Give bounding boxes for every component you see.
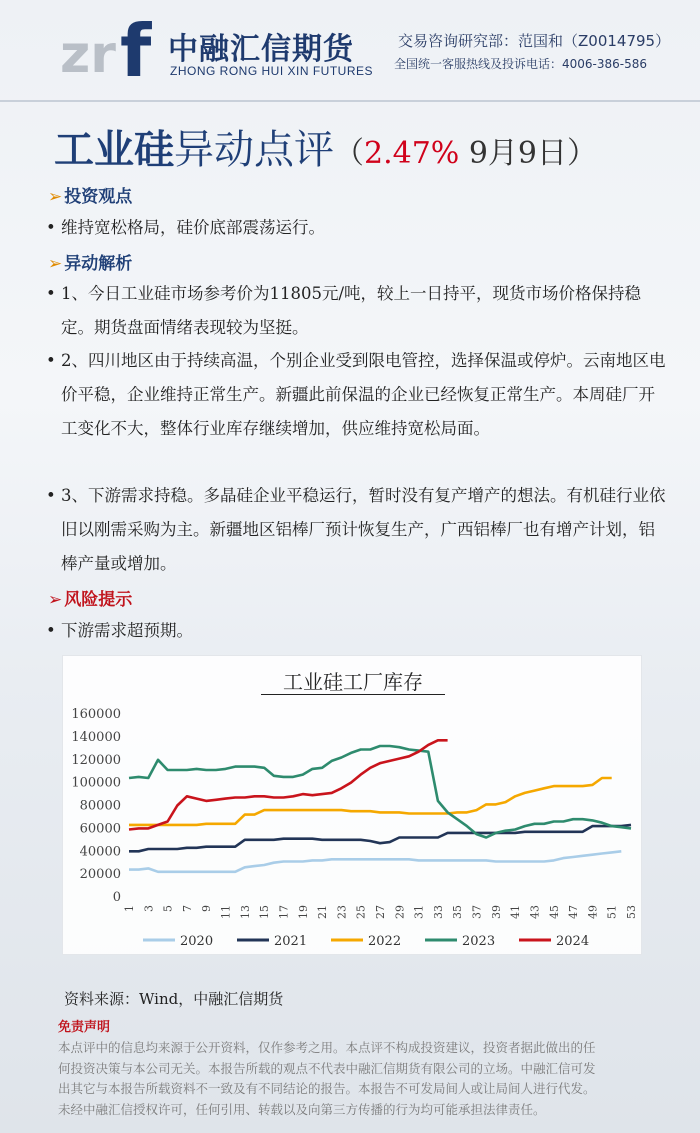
y-tick-label: 40000 bbox=[79, 844, 121, 860]
y-tick-label: 0 bbox=[112, 890, 121, 905]
disclaimer-line: 何投资决策与本公司无关。本报告所载的观点不代表中融汇信期货有限公司的立场。中融汇信可发 bbox=[58, 1060, 596, 1076]
y-tick-label: 100000 bbox=[71, 775, 121, 791]
series-line-2024 bbox=[129, 740, 448, 829]
arrow-icon: ➢ bbox=[48, 590, 63, 610]
analysis-item-1 bbox=[46, 277, 666, 345]
disclaimer-line: 本点评中的信息均来源于公开资料，仅作参考之用。本点评不构成投资建议，投资者据此做出的任 bbox=[58, 1040, 596, 1055]
x-tick-label: 9 bbox=[200, 905, 214, 912]
section-view-label: 投资观点 bbox=[64, 187, 133, 207]
header-divider bbox=[0, 100, 700, 102]
logo-f-text: f bbox=[120, 10, 152, 80]
x-tick-label: 41 bbox=[509, 905, 523, 919]
x-tick-label: 27 bbox=[374, 905, 387, 919]
brand-name-cn: 中融汇信期货 bbox=[168, 32, 354, 67]
x-tick-label: 51 bbox=[605, 905, 619, 919]
risk-bullet bbox=[46, 614, 666, 648]
risk-text: 下游需求超预期。 bbox=[61, 621, 193, 640]
x-tick-label: 25 bbox=[354, 905, 368, 919]
header bbox=[0, 0, 700, 100]
page-title bbox=[54, 118, 597, 175]
x-tick-label: 31 bbox=[412, 905, 426, 919]
y-tick-label: 20000 bbox=[79, 867, 121, 883]
x-tick-label: 7 bbox=[180, 905, 194, 912]
x-tick-label: 17 bbox=[277, 905, 291, 919]
section-risk-title bbox=[48, 585, 132, 610]
title-paren-close: ） bbox=[567, 136, 598, 171]
x-tick-label: 53 bbox=[625, 905, 638, 919]
x-tick-label: 37 bbox=[470, 905, 484, 919]
x-tick-label: 47 bbox=[567, 905, 581, 919]
x-tick-label: 43 bbox=[528, 905, 542, 919]
series-line-2022 bbox=[129, 778, 612, 825]
title-main-rest: 异动点评 bbox=[174, 127, 334, 173]
x-tick-label: 29 bbox=[393, 905, 407, 919]
analysis-item-3 bbox=[46, 479, 666, 581]
analysis-text-1: 1、今日工业硅市场参考价为11805元/吨，较上一日持平，现货市场价格保持稳定。期货盘面情绪表现较为坚挺。 bbox=[61, 284, 642, 337]
contact-analyst: 交易咨询研究部：范国和（Z0014795） bbox=[398, 32, 671, 50]
x-tick-label: 1 bbox=[123, 905, 136, 912]
view-text: 维持宽松格局，硅价底部震荡运行。 bbox=[61, 218, 325, 237]
company-logo bbox=[58, 10, 158, 80]
disclaimer-text bbox=[58, 1038, 648, 1120]
title-paren-open: （ bbox=[334, 136, 364, 171]
disclaimer-line: 出其它与本报告所载资料不一致及有不同结论的报告。本报告不可发局间人或让局间人进行代发。 bbox=[58, 1081, 596, 1096]
x-tick-label: 33 bbox=[431, 905, 445, 919]
x-tick-label: 23 bbox=[335, 905, 349, 919]
x-tick-label: 45 bbox=[547, 905, 561, 919]
bullet-icon: • bbox=[46, 486, 56, 505]
y-tick-label: 160000 bbox=[71, 707, 121, 722]
legend-label-2023: 2023 bbox=[462, 934, 496, 949]
x-tick-label: 3 bbox=[142, 905, 156, 912]
inventory-line-chart bbox=[63, 656, 643, 956]
x-tick-label: 11 bbox=[219, 905, 233, 919]
section-risk-label: 风险提示 bbox=[64, 590, 133, 610]
y-tick-label: 120000 bbox=[71, 752, 121, 768]
x-tick-label: 49 bbox=[586, 905, 600, 919]
x-tick-label: 21 bbox=[316, 905, 330, 919]
x-tick-label: 35 bbox=[451, 905, 465, 919]
chart-title: 工业硅工厂库存 bbox=[283, 670, 423, 694]
brand-name-en: ZHONG RONG HUI XIN FUTURES bbox=[170, 64, 374, 78]
disclaimer-title: 免责声明 bbox=[58, 1020, 111, 1035]
arrow-icon: ➢ bbox=[48, 187, 63, 207]
title-change-pct: 2.47% bbox=[364, 136, 460, 171]
arrow-icon: ➢ bbox=[48, 254, 63, 274]
series-line-2021 bbox=[129, 825, 631, 851]
x-tick-label: 13 bbox=[238, 905, 252, 919]
legend-label-2020: 2020 bbox=[180, 934, 214, 949]
section-analysis-title bbox=[48, 249, 132, 274]
analysis-text-3: 3、下游需求持稳。多晶硅企业平稳运行，暂时没有复产增产的想法。有机硅行业依旧以刚需采购为主。新疆地区铝棒厂预计恢复生产，广西铝棒厂也有增产计划，铝棒产量或增加。 bbox=[61, 486, 666, 573]
x-tick-label: 19 bbox=[296, 905, 310, 919]
x-tick-label: 39 bbox=[489, 905, 503, 919]
y-tick-label: 80000 bbox=[79, 798, 121, 814]
title-date: 9月9日 bbox=[459, 136, 568, 171]
x-tick-label: 5 bbox=[161, 905, 175, 912]
series-line-2020 bbox=[129, 851, 621, 872]
title-main-bold: 工业硅 bbox=[54, 126, 174, 173]
section-view-title bbox=[48, 182, 132, 207]
y-tick-label: 140000 bbox=[71, 729, 121, 745]
legend-label-2021: 2021 bbox=[274, 934, 308, 949]
bullet-icon: • bbox=[46, 218, 56, 237]
y-tick-label: 60000 bbox=[79, 821, 121, 837]
chart-panel bbox=[62, 655, 642, 955]
analysis-item-2 bbox=[46, 344, 666, 446]
view-bullet bbox=[46, 211, 666, 245]
logo-zr-text: zr bbox=[60, 25, 116, 80]
analysis-text-2: 2、四川地区由于持续高温，个别企业受到限电管控，选择保温或停炉。云南地区电价平稳，企业维持正常生产。新疆此前保温的企业已经恢复正常生产。本周硅厂开工变化不大，整体行业库存继续增加，供应维持宽松局面。 bbox=[61, 351, 666, 438]
legend-label-2024: 2024 bbox=[556, 934, 590, 949]
bullet-icon: • bbox=[46, 284, 56, 303]
bullet-icon: • bbox=[46, 621, 56, 640]
x-tick-label: 15 bbox=[258, 905, 272, 919]
legend-label-2022: 2022 bbox=[368, 934, 402, 949]
data-source: 资料来源：Wind，中融汇信期货 bbox=[64, 990, 284, 1008]
section-analysis-label: 异动解析 bbox=[64, 254, 133, 274]
bullet-icon: • bbox=[46, 351, 56, 370]
disclaimer-line: 未经中融汇信授权许可，任何引用、转载以及向第三方传播的行为均可能承担法律责任。 bbox=[58, 1101, 546, 1117]
contact-hotline: 全国统一客服热线及投诉电话：4006-386-586 bbox=[394, 57, 648, 71]
